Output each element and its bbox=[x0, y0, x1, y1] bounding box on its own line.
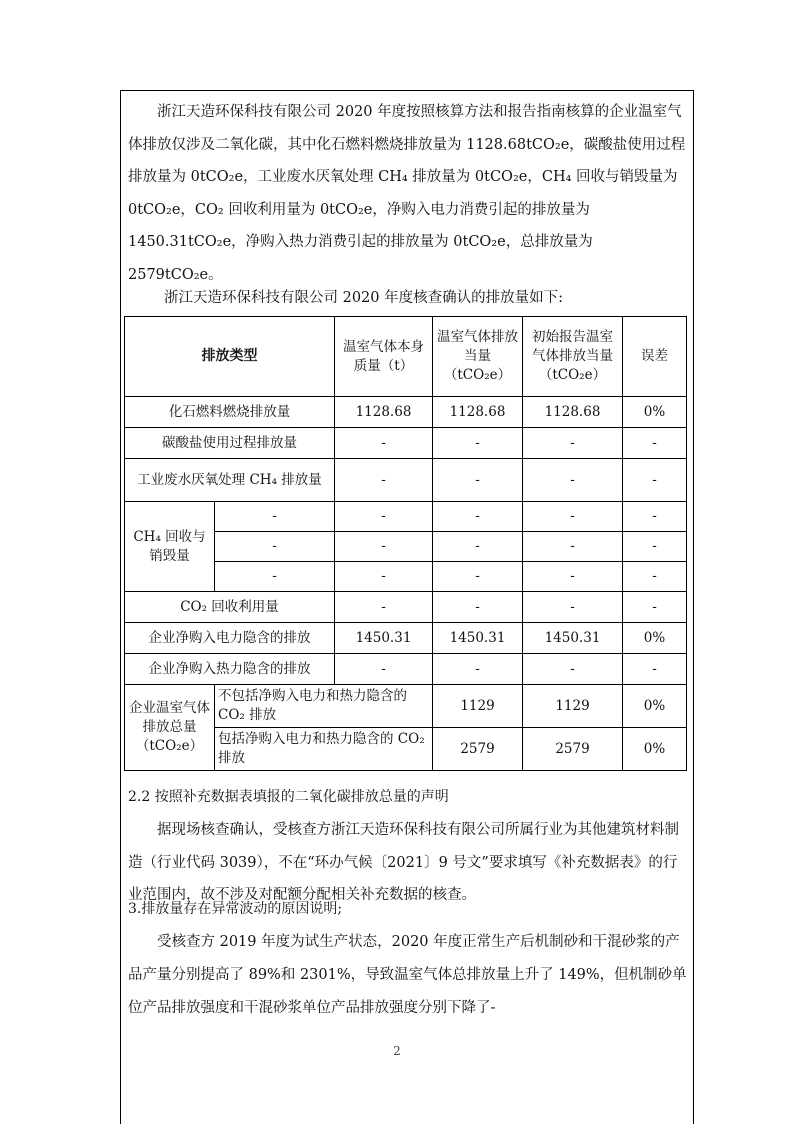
cell-error: - bbox=[623, 502, 687, 532]
cell-equiv: 1129 bbox=[433, 685, 523, 728]
cell-initial: - bbox=[523, 532, 623, 562]
cell-error: 0% bbox=[623, 623, 687, 654]
total-incl-label: 包括净购入电力和热力隐含的 CO₂ 排放 bbox=[215, 728, 433, 771]
cell-equiv: 2579 bbox=[433, 728, 523, 771]
cell-error: 0% bbox=[623, 397, 687, 428]
cell-error: 0% bbox=[623, 685, 687, 728]
cell-equiv: - bbox=[433, 592, 523, 623]
table-row bbox=[125, 592, 687, 623]
header-mass: 温室气体本身质量（t） bbox=[335, 317, 433, 397]
row-label: 企业净购入电力隐含的排放 bbox=[125, 623, 335, 654]
header-initial: 初始报告温室气体排放当量（tCO₂e） bbox=[523, 317, 623, 397]
cell-initial: - bbox=[523, 654, 623, 685]
cell-equiv: - bbox=[433, 459, 523, 502]
table-row bbox=[125, 623, 687, 654]
section-2-title: 2.2 按照补充数据表填报的二氧化碳排放总量的声明 bbox=[128, 789, 449, 805]
total-excl-label: 不包括净购入电力和热力隐含的 CO₂ 排放 bbox=[215, 685, 433, 728]
section-3-body bbox=[128, 926, 688, 1025]
table-row bbox=[125, 654, 687, 685]
row-label: 工业废水厌氧处理 CH₄ 排放量 bbox=[125, 459, 335, 502]
cell-initial: - bbox=[523, 562, 623, 592]
section-2-paragraph: 据现场核查确认，受核查方浙江天造环保科技有限公司所属行业为其他建筑材料制造（行业代码 3039），不在“环办气候〔2021〕9 号文”要求填写《补充数据表》的行业范围内，故不涉及对配额分配相关补充数据的核查。 bbox=[128, 822, 679, 903]
row-label: 碳酸盐使用过程排放量 bbox=[125, 428, 335, 459]
cell-mass: - bbox=[335, 654, 433, 685]
cell-equiv: 1450.31 bbox=[433, 623, 523, 654]
table-row bbox=[125, 397, 687, 428]
cell-sub: - bbox=[215, 562, 335, 592]
cell-equiv: - bbox=[433, 654, 523, 685]
cell-mass: - bbox=[335, 592, 433, 623]
cell-error: - bbox=[623, 459, 687, 502]
cell-error: - bbox=[623, 562, 687, 592]
cell-initial: - bbox=[523, 502, 623, 532]
cell-mass: - bbox=[335, 428, 433, 459]
header-type: 排放类型 bbox=[125, 317, 335, 397]
cell-error: 0% bbox=[623, 728, 687, 771]
cell-initial: - bbox=[523, 592, 623, 623]
row-label: 化石燃料燃烧排放量 bbox=[125, 397, 335, 428]
intro-paragraph-1: 浙江天造环保科技有限公司 2020 年度按照核算方法和报告指南核算的企业温室气体排放仅涉及二氧化碳，其中化石燃料燃烧排放量为 1128.68tCO₂e，碳酸盐使用过程排放量为 0tCO₂e，工业废水厌氧处理 CH₄ 排放量为 0tCO₂e，CH₄ 回收与销毁量为 0tCO₂e，CO₂ 回收利用量为 0tCO₂e，净购入电力消费引起的排放量为 1450.31tCO₂e，净购入热力消费引起的排放量为 0tCO₂e，总排放量为 2579tCO₂e。 bbox=[128, 104, 686, 283]
cell-equiv: 1128.68 bbox=[433, 397, 523, 428]
cell-mass: 1128.68 bbox=[335, 397, 433, 428]
cell-mass: 1450.31 bbox=[335, 623, 433, 654]
cell-initial: - bbox=[523, 459, 623, 502]
section-3-paragraph: 受核查方 2019 年度为试生产状态，2020 年度正常生产后机制砂和干混砂浆的产品产量分别提高了 89%和 2301%，导致温室气体总排放量上升了 149%，但机制砂单位产品排放强度和干混砂浆单位产品排放强度分别下降了- bbox=[128, 934, 687, 1016]
cell-equiv: - bbox=[433, 562, 523, 592]
row-label: CH₄ 回收与销毁量 bbox=[125, 502, 215, 592]
cell-initial: 1128.68 bbox=[523, 397, 623, 428]
cell-error: - bbox=[623, 532, 687, 562]
cell-initial: 2579 bbox=[523, 728, 623, 771]
row-label: 企业温室气体排放总量（tCO₂e） bbox=[125, 685, 215, 771]
cell-equiv: - bbox=[433, 502, 523, 532]
intro-section bbox=[128, 96, 688, 291]
section-3-title: 3.排放量存在异常波动的原因说明; bbox=[128, 901, 343, 917]
row-label: CO₂ 回收利用量 bbox=[125, 592, 335, 623]
emissions-table bbox=[124, 316, 687, 771]
row-label: 企业净购入热力隐含的排放 bbox=[125, 654, 335, 685]
table-row bbox=[125, 502, 687, 532]
cell-mass: - bbox=[335, 502, 433, 532]
cell-sub: - bbox=[215, 502, 335, 532]
cell-error: - bbox=[623, 654, 687, 685]
section-2-body bbox=[128, 814, 688, 912]
cell-mass: - bbox=[335, 562, 433, 592]
cell-error: - bbox=[623, 592, 687, 623]
cell-initial: - bbox=[523, 428, 623, 459]
table-row bbox=[125, 685, 687, 728]
table-caption: 浙江天造环保科技有限公司 2020 年度核查确认的排放量如下: bbox=[164, 290, 564, 306]
cell-initial: 1129 bbox=[523, 685, 623, 728]
cell-equiv: - bbox=[433, 532, 523, 562]
table-header-row bbox=[125, 317, 687, 397]
cell-initial: 1450.31 bbox=[523, 623, 623, 654]
header-equiv: 温室气体排放当量（tCO₂e） bbox=[433, 317, 523, 397]
header-error: 误差 bbox=[623, 317, 687, 397]
cell-sub: - bbox=[215, 532, 335, 562]
cell-equiv: - bbox=[433, 428, 523, 459]
cell-mass: - bbox=[335, 459, 433, 502]
table-row bbox=[125, 428, 687, 459]
cell-error: - bbox=[623, 428, 687, 459]
page-number: 2 bbox=[393, 1044, 401, 1058]
table-row bbox=[125, 459, 687, 502]
cell-mass: - bbox=[335, 532, 433, 562]
